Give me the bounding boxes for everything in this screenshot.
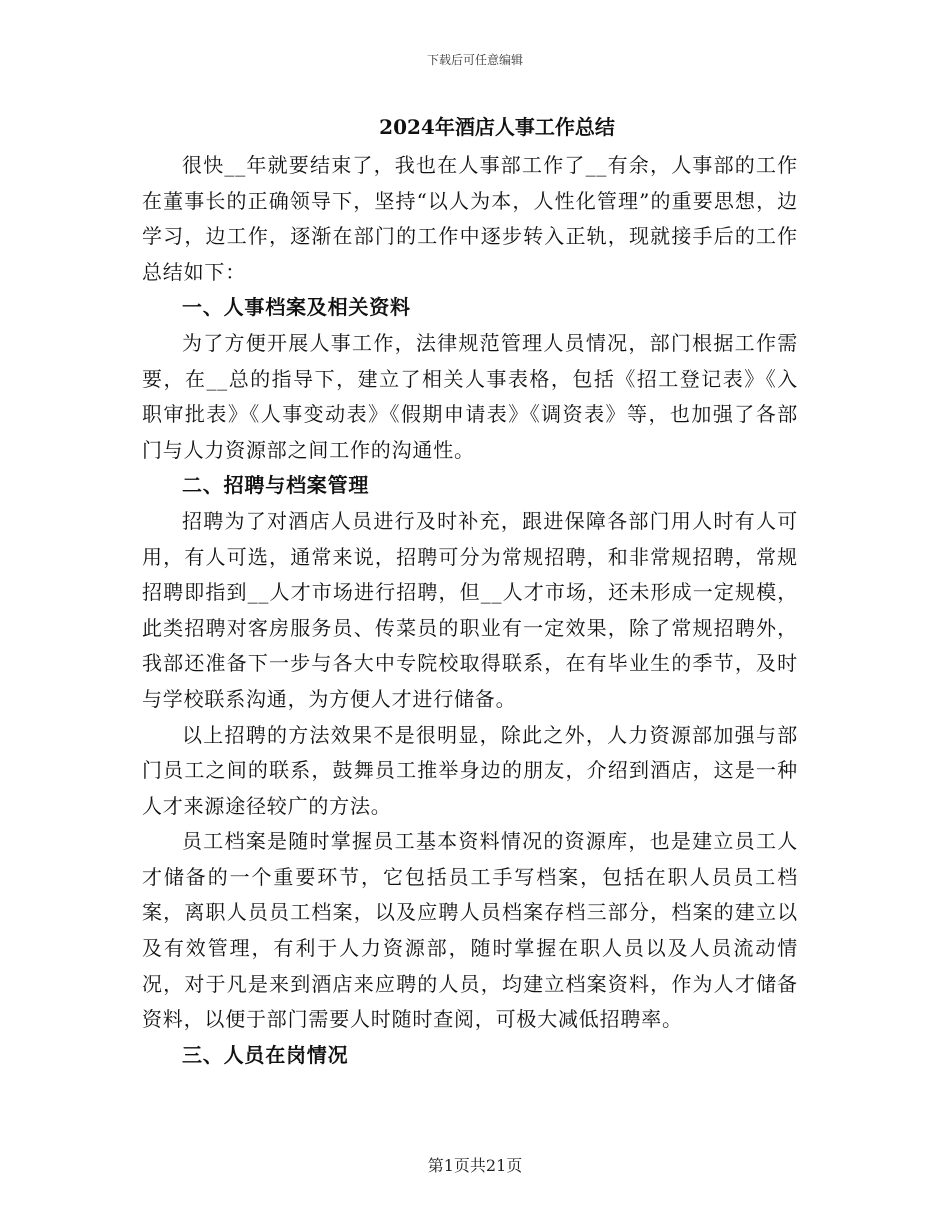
section-2-paragraph-1: 招聘为了对酒店人员进行及时补充，跟进保障各部门用人时有人可用，有人可选，通常来说，招聘可分为常规招聘，和非常规招聘，常规招聘即指到__人才市场进行招聘，但__人才市场，还未形成一定规模，此类招聘对客房服务员、传菜员的职业有一定效果，除了常规招聘外，我部还准备下一步与各大中专院校取得联系，在有毕业生的季节，及时与学校联系沟通，为方便人才进行储备。	[142, 508, 798, 711]
page-number: 第1页共21页	[427, 1156, 523, 1175]
section-2-paragraph-2: 以上招聘的方法效果不是很明显，除此之外，人力资源部加强与部门员工之间的联系，鼓舞员工推举身边的朋友，介绍到酒店，这是一种人才来源途径较广的方法。	[142, 722, 798, 818]
section-1-paragraph-1: 为了方便开展人事工作，法律规范管理人员情况，部门根据工作需要，在__总的指导下，建立了相关人事表格，包括《招工登记表》《入职审批表》《人事变动表》《假期申请表》《调资表》等，也加强了各部门与人力资源部之间工作的沟通性。	[142, 330, 798, 462]
document-title: 2024年酒店人事工作总结	[379, 115, 615, 139]
section-heading-3: 三、人员在岗情况	[182, 1042, 349, 1067]
section-heading-1: 一、人事档案及相关资料	[182, 295, 411, 320]
document-body	[142, 148, 798, 1073]
section-2-paragraph-3: 员工档案是随时掌握员工基本资料情况的资源库，也是建立员工人才储备的一个重要环节，它包括员工手写档案，包括在职人员员工档案，离职人员员工档案，以及应聘人员档案存档三部分，档案的建立以及有效管理，有利于人力资源部，随时掌握在职人员以及人员流动情况，对于凡是来到酒店来应聘的人员，均建立档案资料，作为人才储备资料，以便于部门需要人时随时查阅，可极大减低招聘率。	[142, 829, 798, 1032]
intro-paragraph: 很快__年就要结束了，我也在人事部工作了__有余，人事部的工作在董事长的正确领导下，坚持“以人为本，人性化管理”的重要思想，边学习，边工作，逐渐在部门的工作中逐步转入正轨，现就接手后的工作总结如下：	[142, 153, 798, 284]
header-note: 下载后可任意编辑	[426, 53, 523, 67]
section-heading-2: 二、招聘与档案管理	[182, 473, 370, 498]
